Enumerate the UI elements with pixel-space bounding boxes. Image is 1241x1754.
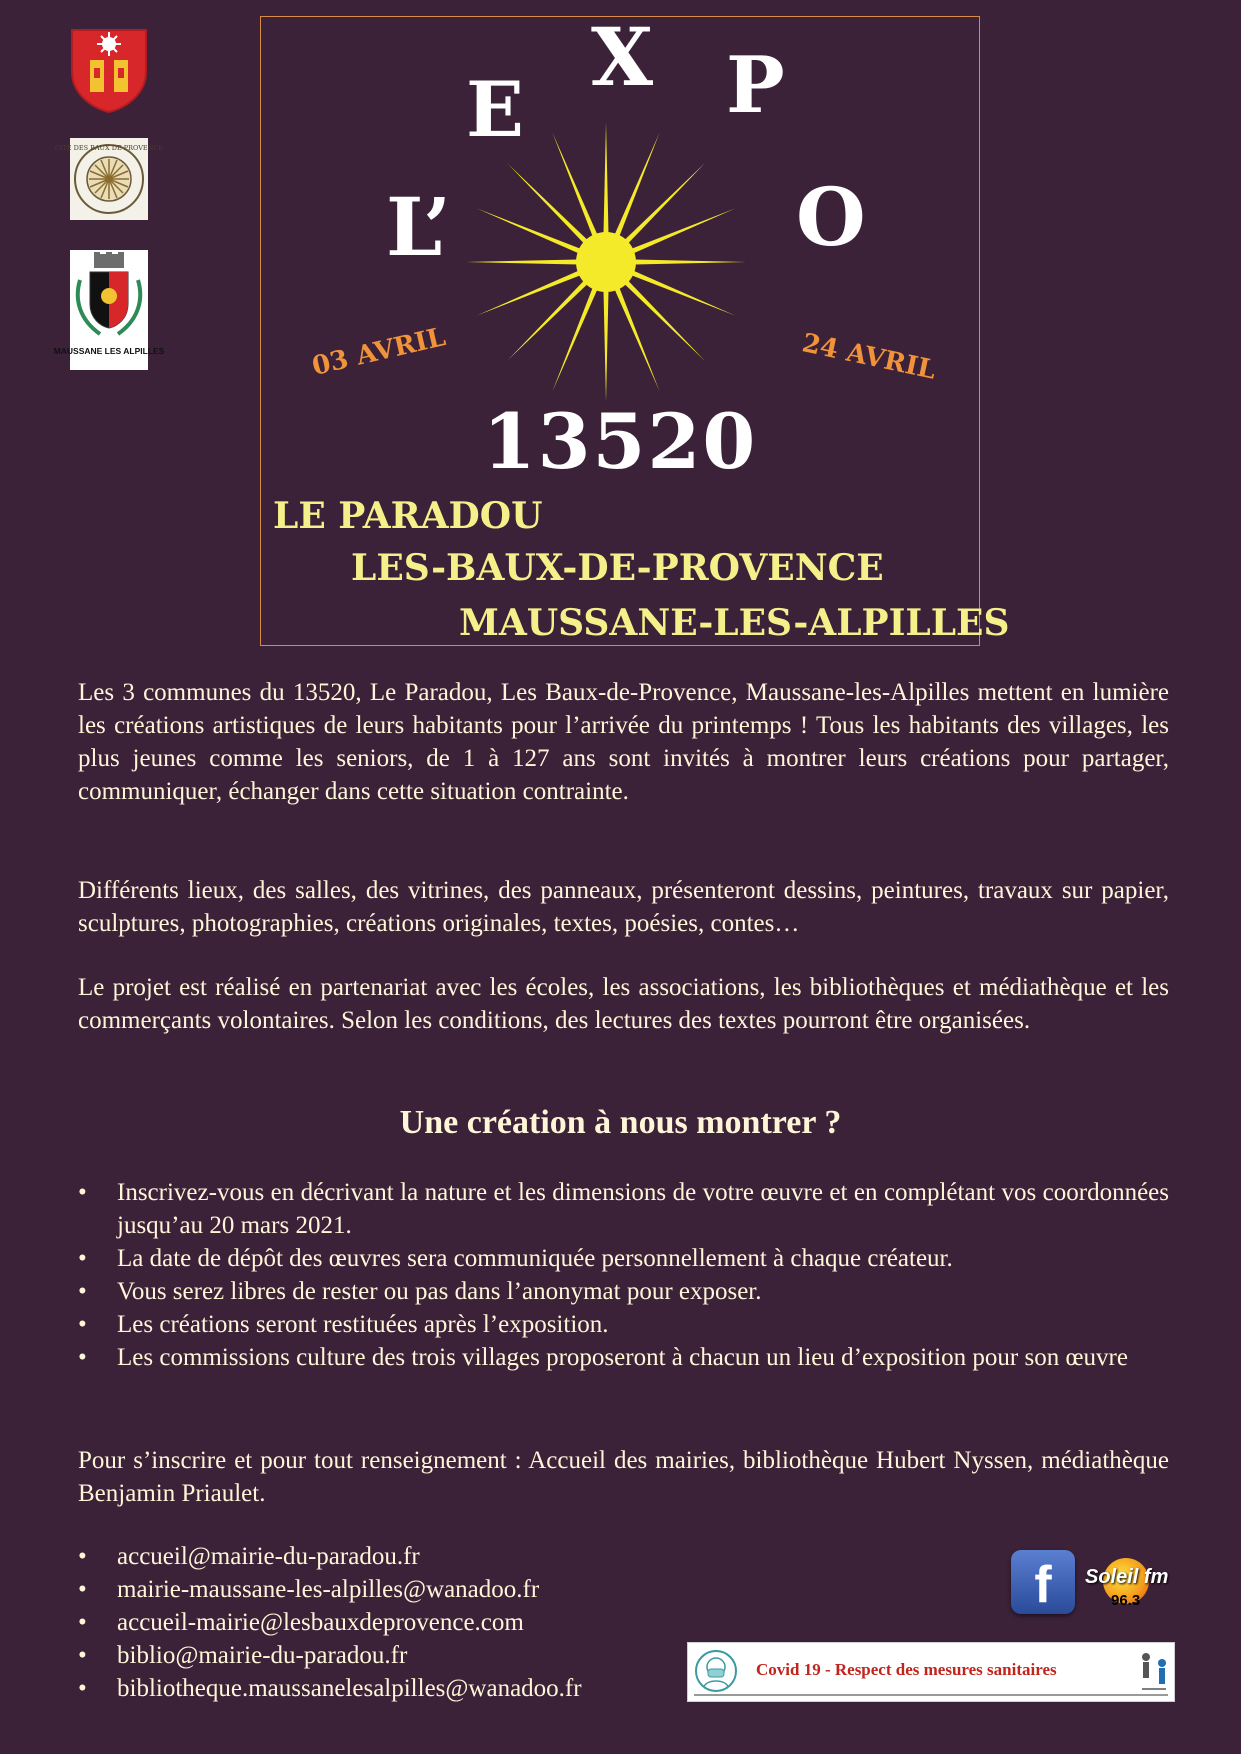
sun-icon <box>461 117 751 407</box>
title-letter-p: P <box>726 40 785 131</box>
village-paradou: LE PARADOU <box>273 495 543 537</box>
email-link[interactable]: • accueil@mairie-du-paradou.fr <box>78 1540 678 1573</box>
radio-name: Soleil fm <box>1085 1566 1169 1588</box>
baux-de-provence-seal-icon <box>54 138 164 220</box>
paradou-crest-icon <box>70 28 148 114</box>
places-paragraph: Différents lieux, des salles, des vitrines, des panneaux, présenteront dessins, peintures, travaux sur papier, sculptures, photographies, créations originales, textes, poésies, contes… <box>78 877 1169 937</box>
maussane-crest-icon <box>53 250 165 370</box>
section-heading: Une création à nous montrer ? <box>399 1104 842 1141</box>
email-link[interactable]: • bibliotheque.maussanelesalpilles@wanadoo.fr <box>78 1672 678 1705</box>
village-maussane: MAUSSANE-LES-ALPILLES <box>459 602 1010 644</box>
face-mask-icon <box>694 1649 738 1693</box>
zip-code: 13520 <box>482 397 758 486</box>
radio-frequency: 96.3 <box>1111 1592 1141 1609</box>
email-link[interactable]: • biblio@mairie-du-paradou.fr <box>78 1639 678 1672</box>
title-letter-x: X <box>591 10 654 104</box>
intro-paragraph: Les 3 communes du 13520, Le Paradou, Les Baux-de-Provence, Maussane-les-Alpilles mettent en lumière les créations artistiques de leurs habitants pour l’arrivée du printemps ! Tous les habitants des villages, les plus jeunes comme les seniors, de 1 à 127 ans sont invités à montrer leurs créations pour partager, communiquer, échanger dans cette situation contrainte. <box>78 679 1169 805</box>
list-item: • Les commissions culture des trois villages proposeront à chacun un lieu d’exposition pour son œuvre <box>78 1341 1169 1374</box>
soleil-fm-logo <box>1085 1556 1171 1616</box>
title-letter-e: E <box>466 65 524 154</box>
contact-paragraph: Pour s’inscrire et pour tout renseignement : Accueil des mairies, bibliothèque Hubert Nyssen, médiathèque Benjamin Priaulet. <box>78 1447 1169 1507</box>
instructions-list <box>78 1176 1169 1374</box>
email-link[interactable]: • mairie-maussane-les-alpilles@wanadoo.fr <box>78 1573 678 1606</box>
title-letter-o: O <box>796 170 866 264</box>
project-paragraph: Le projet est réalisé en partenariat avec les écoles, les associations, les bibliothèques et médiathèque et les commerçants volontaires. Selon les conditions, des lectures des textes pourront être organisées. <box>78 974 1169 1034</box>
social-distancing-icon <box>1138 1649 1170 1695</box>
list-item: • Vous serez libres de rester ou pas dans l’anonymat pour exposer. <box>78 1275 1169 1308</box>
email-list <box>78 1540 678 1705</box>
covid-banner <box>687 1642 1175 1702</box>
maussane-crest <box>53 250 165 370</box>
list-item: • Inscrivez-vous en décrivant la nature et les dimensions de votre œuvre et en complétant vos coordonnées jusqu’au 20 mars 2021. <box>78 1176 1169 1242</box>
expo-poster <box>260 10 1010 646</box>
end-date: 24 AVRIL <box>799 328 939 386</box>
baux-seal-text: CITÉ DES BAUX DE PROVENCE <box>54 144 164 152</box>
email-link[interactable]: • accueil-mairie@lesbauxdeprovence.com <box>78 1606 678 1639</box>
list-item: • Les créations seront restituées après l’exposition. <box>78 1308 1169 1341</box>
village-baux: LES-BAUX-DE-PROVENCE <box>351 547 884 589</box>
covid-banner-text: Covid 19 - Respect des mesures sanitaires <box>756 1660 1057 1679</box>
title-letter-l: L’ <box>386 180 451 274</box>
start-date: 03 AVRIL <box>309 322 449 382</box>
maussane-label-text: MAUSSANE LES ALPILLES <box>53 346 165 356</box>
facebook-icon[interactable]: f <box>1011 1550 1075 1614</box>
list-item: • La date de dépôt des œuvres sera communiquée personnellement à chaque créateur. <box>78 1242 1169 1275</box>
